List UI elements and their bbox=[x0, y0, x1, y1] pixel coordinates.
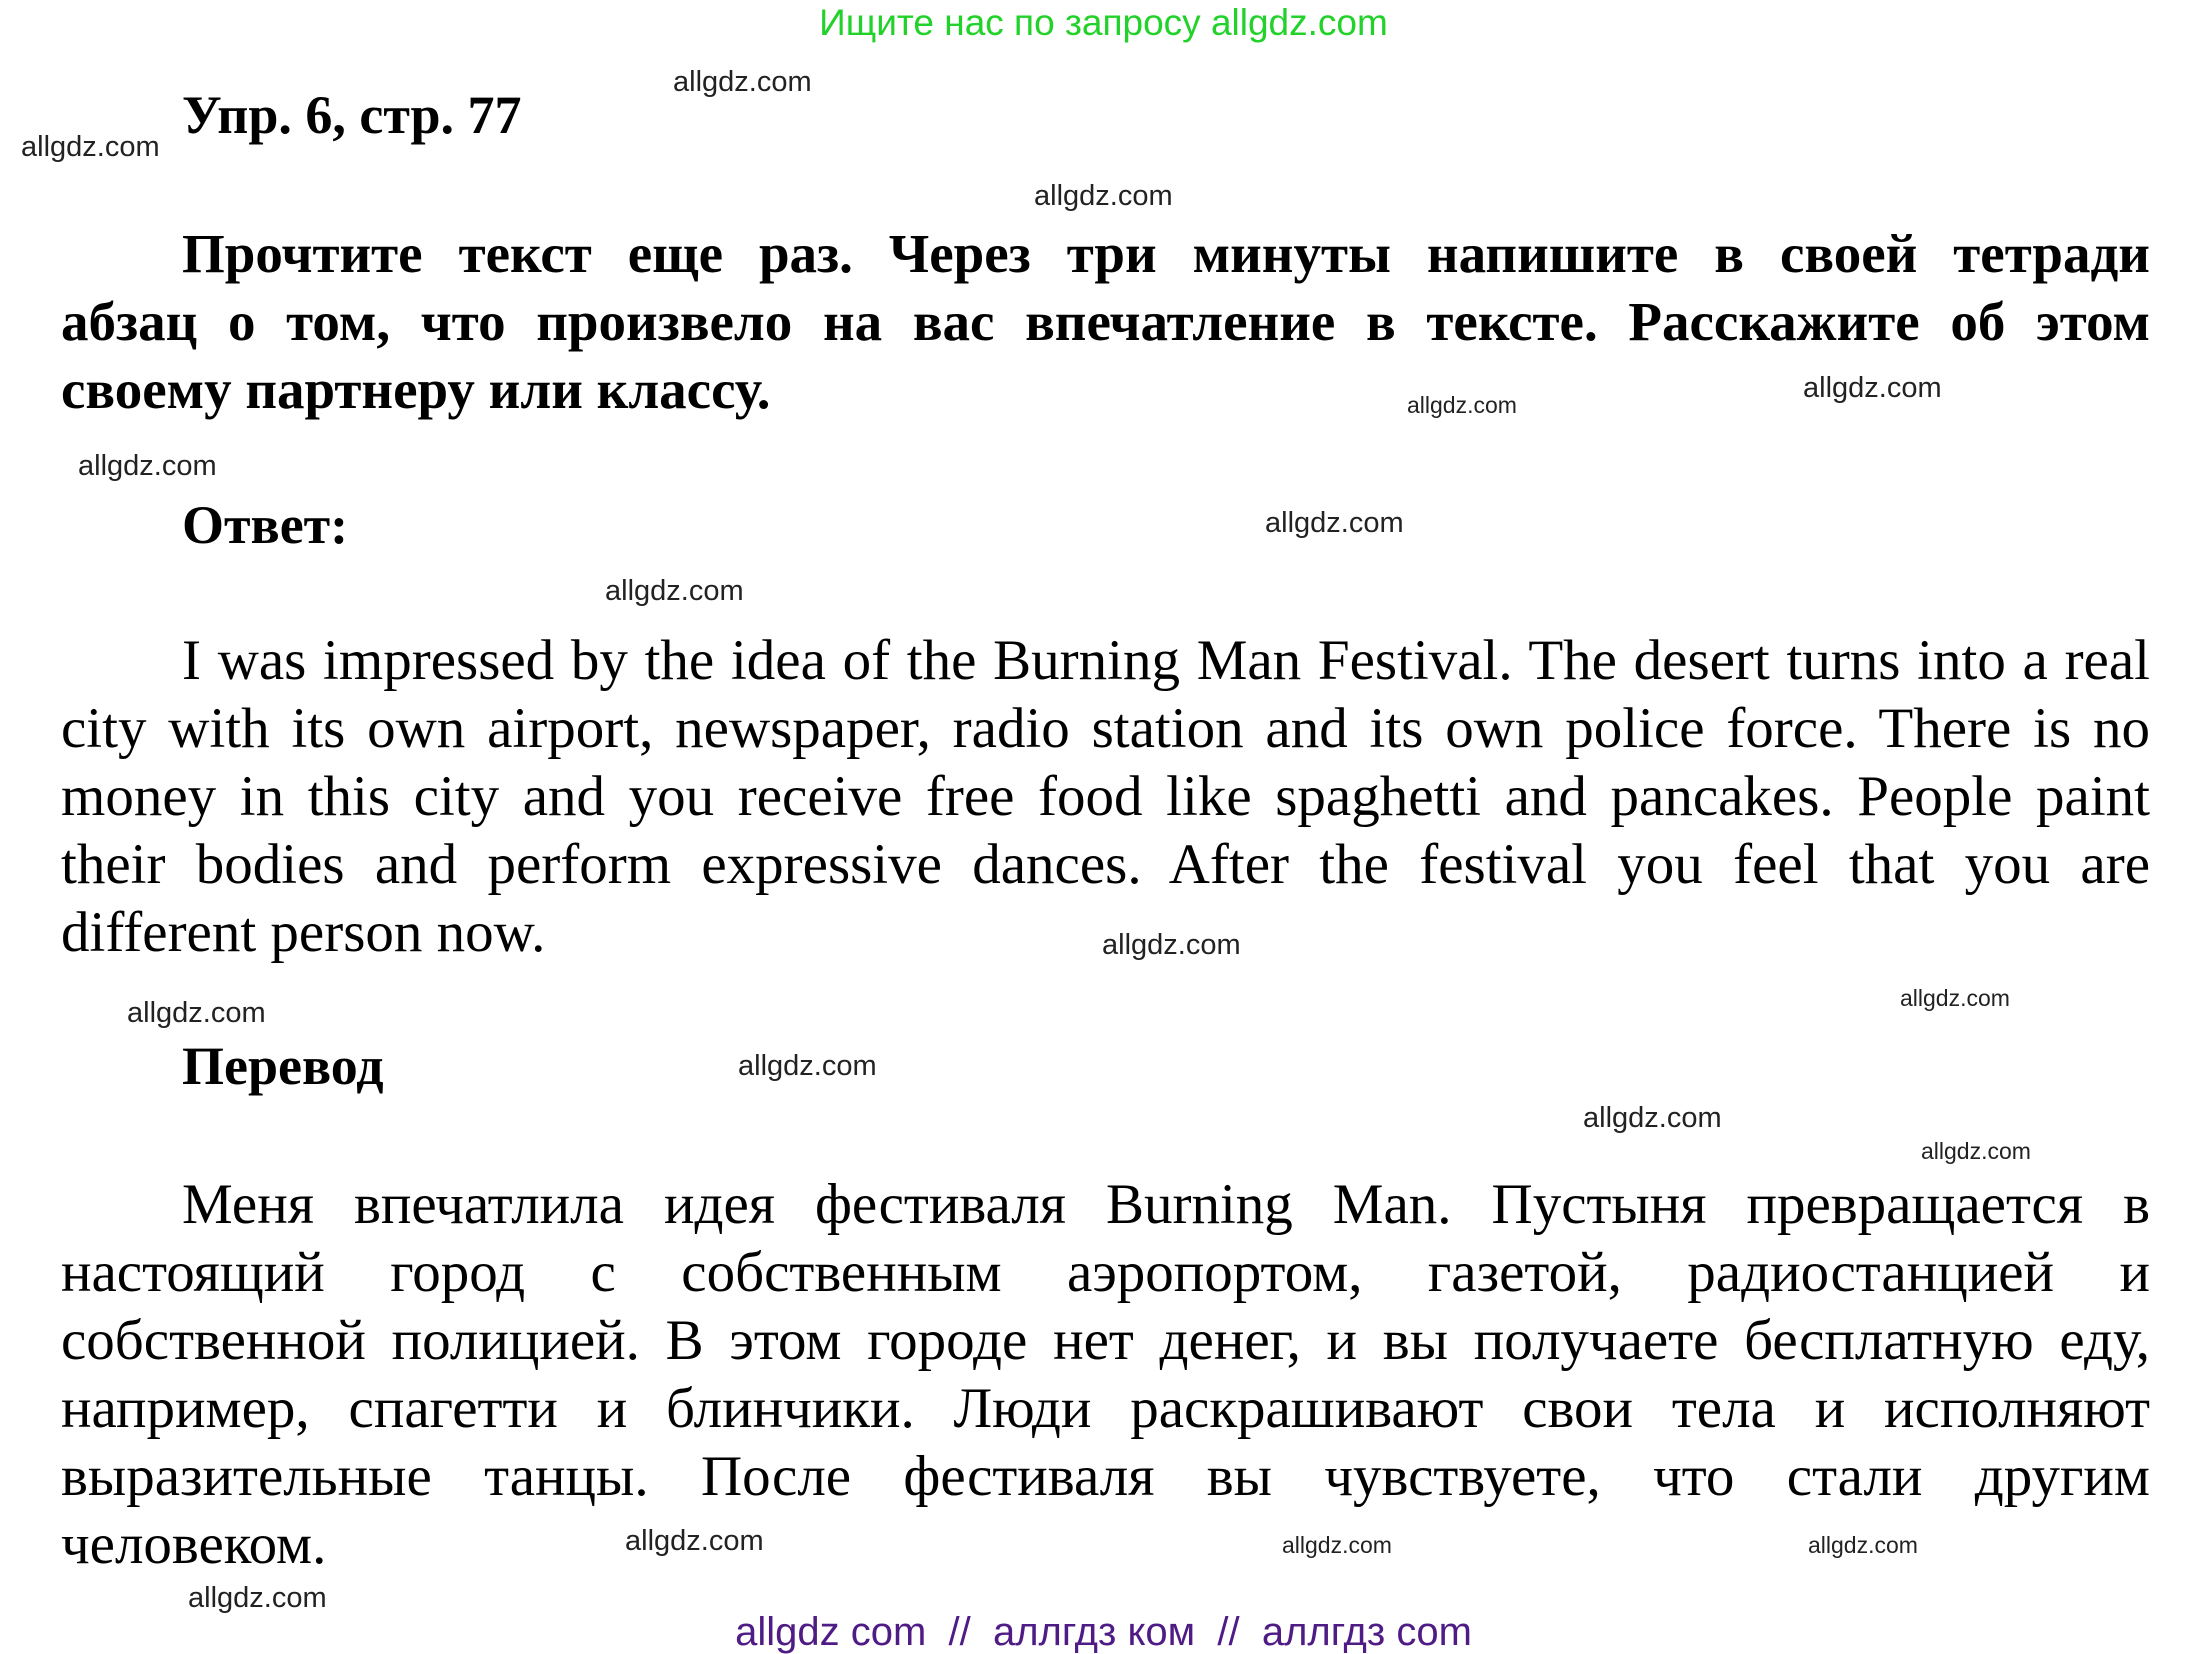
watermark: allgdz.com bbox=[1407, 392, 1517, 418]
translation-line: выразительные танцы. После фестиваля вы чувствуете, что стали другим bbox=[61, 1445, 2150, 1508]
instruction-line: Прочтите текст еще раз. Через три минуты напишите в своей тетради bbox=[182, 223, 2150, 284]
watermark: allgdz.com bbox=[1803, 372, 1942, 404]
translation-line: настоящий город с собственным аэропортом, газетой, радиостанцией и bbox=[61, 1241, 2150, 1304]
watermark: allgdz.com bbox=[21, 131, 160, 163]
exercise-heading: Упр. 6, стр. 77 bbox=[182, 85, 522, 145]
watermark: allgdz.com bbox=[1034, 180, 1173, 212]
answer-paragraph bbox=[61, 627, 2150, 967]
watermark: allgdz.com bbox=[1282, 1532, 1392, 1558]
translation-line: собственной полицией. В этом городе нет денег, и вы получаете бесплатную еду, bbox=[61, 1309, 2150, 1372]
watermark: allgdz.com bbox=[625, 1525, 764, 1557]
watermark: allgdz.com bbox=[1265, 507, 1404, 539]
instruction-line: абзац о том, что произвело на вас впечатление в тексте. Расскажите об этом bbox=[61, 291, 2150, 352]
watermark: allgdz.com bbox=[1808, 1532, 1918, 1558]
search-banner: Ищите нас по запросу allgdz.com bbox=[819, 2, 1388, 43]
answer-heading: Ответ: bbox=[182, 495, 349, 555]
answer-line: I was impressed by the idea of the Burning Man Festival. The desert turns into a real bbox=[182, 629, 2150, 692]
watermark: allgdz.com bbox=[78, 450, 217, 482]
watermark: allgdz.com bbox=[127, 997, 266, 1029]
answer-line: different person now. bbox=[61, 901, 546, 964]
instruction-line: своему партнеру или классу. bbox=[61, 359, 771, 420]
answer-line: city with its own airport, newspaper, radio station and its own police force. There is no bbox=[61, 697, 2150, 760]
watermark: allgdz.com bbox=[1921, 1138, 2031, 1164]
watermark: allgdz.com bbox=[673, 66, 812, 98]
answer-line: money in this city and you receive free food like spaghetti and pancakes. People paint bbox=[61, 765, 2150, 828]
answer-line: their bodies and perform expressive dances. After the festival you feel that you are bbox=[61, 833, 2150, 896]
translation-line: например, спагетти и блинчики. Люди раскрашивают свои тела и исполняют bbox=[61, 1377, 2150, 1440]
watermark: allgdz.com bbox=[1102, 929, 1241, 961]
translation-line: человеком. bbox=[61, 1513, 327, 1576]
watermark: allgdz.com bbox=[188, 1582, 327, 1614]
translation-paragraph bbox=[61, 1171, 2150, 1579]
watermark: allgdz.com bbox=[1900, 985, 2010, 1011]
translation-line: Меня впечатлила идея фестиваля Burning Man. Пустыня превращается в bbox=[182, 1173, 2150, 1236]
footer-watermark: allgdz com // аллгдз ком // аллгдз com bbox=[735, 1610, 1472, 1654]
watermark: allgdz.com bbox=[1583, 1102, 1722, 1134]
translation-heading: Перевод bbox=[182, 1036, 384, 1096]
watermark: allgdz.com bbox=[605, 575, 744, 607]
watermark: allgdz.com bbox=[738, 1050, 877, 1082]
